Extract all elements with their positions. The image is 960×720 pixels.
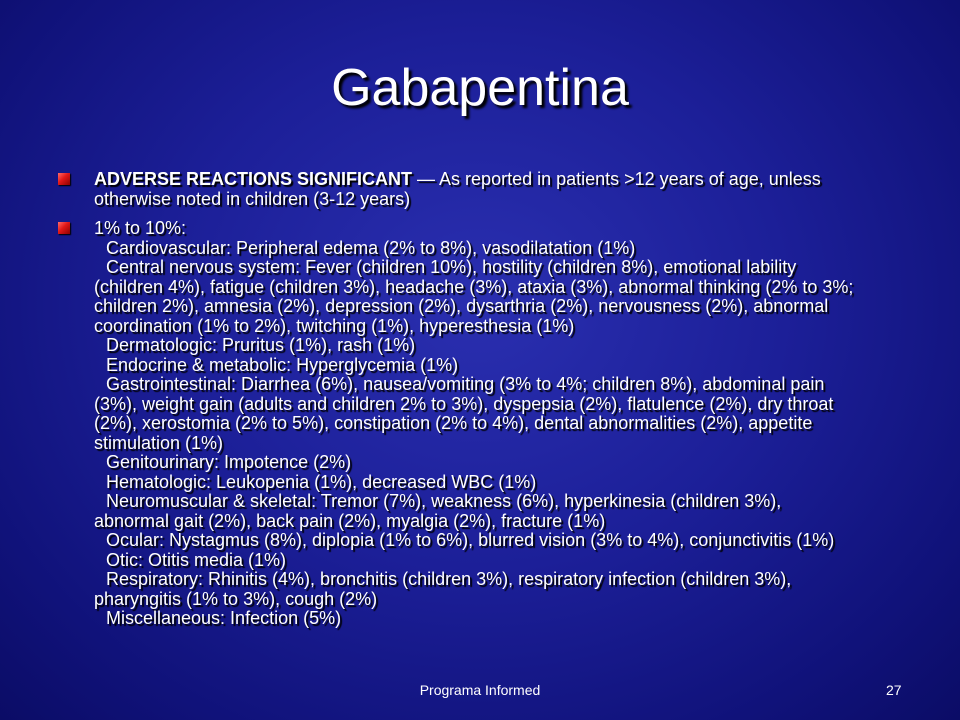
page-number: 27 (886, 682, 902, 698)
item-cardiovascular: Cardiovascular: Peripheral edema (2% to 8%), vasodilatation (1%) (106, 237, 636, 258)
item-neuromuscular-skeletal: Neuromuscular & skeletal: Tremor (7%), weakness (6%), hyperkinesia (children 3%), abnormal gait (2%), back pain (2%), myalgia (2%), fracture (1%) (94, 491, 782, 531)
bullet-adverse-reactions (58, 170, 858, 209)
item-central-nervous-system: Central nervous system: Fever (children 10%), hostility (children 8%), emotional lability (children 4%), fatigue (children 3%), headache (3%), ataxia (3%), abnormal thinking (2% to 3%; children 2%), amnesia (2%), depression (2%), dysarthria (2%), nervousness (2%), abnormal coordination (1% to 2%), twitching (1%), hyperesthesia (1%) (94, 257, 854, 336)
item-dermatologic: Dermatologic: Pruritus (1%), rash (1%) (106, 335, 416, 355)
item-gastrointestinal: Gastrointestinal: Diarrhea (6%), nausea/vomiting (3% to 4%; children 8%), abdominal pain (3%), weight gain (adults and children 2% to 3%), dyspepsia (2%), flatulence (2%), dry throat (2%), xerostomia (2% to 5%), constipation (2% to 4%), dental abnormalities (2%), appetite stimulation (1%) (94, 374, 834, 453)
bullet-text: — As reported in patients >12 years of age, unless otherwise noted in children (3-12 years) (94, 169, 821, 209)
item-respiratory: Respiratory: Rhinitis (4%), bronchitis (children 3%), respiratory infection (children 3%), pharyngitis (1% to 3%), cough (2%) (94, 569, 792, 609)
item-hematologic: Hematologic: Leukopenia (1%), decreased WBC (1%) (106, 471, 537, 492)
footer-text: Programa Informed (419, 682, 541, 698)
bullet-heading: ADVERSE REACTIONS SIGNIFICANT (94, 169, 413, 189)
slide-content (58, 170, 858, 629)
item-genitourinary: Genitourinary: Impotence (2%) (106, 452, 352, 472)
bullet-frequency-list (58, 219, 858, 629)
item-ocular: Ocular: Nystagmus (8%), diplopia (1% to 6%), blurred vision (3% to 4%), conjunctivitis (1%) (106, 530, 835, 550)
item-miscellaneous: Miscellaneous: Infection (5%) (106, 608, 342, 628)
slide-title: Gabapentina (331, 59, 629, 117)
bullet-lead: 1% to 10%: (94, 218, 187, 238)
item-endocrine-metabolic: Endocrine & metabolic: Hyperglycemia (1%) (106, 354, 459, 375)
item-otic: Otic: Otitis media (1%) (106, 549, 287, 570)
square-bullet-icon (58, 173, 70, 185)
square-bullet-icon (58, 222, 70, 234)
